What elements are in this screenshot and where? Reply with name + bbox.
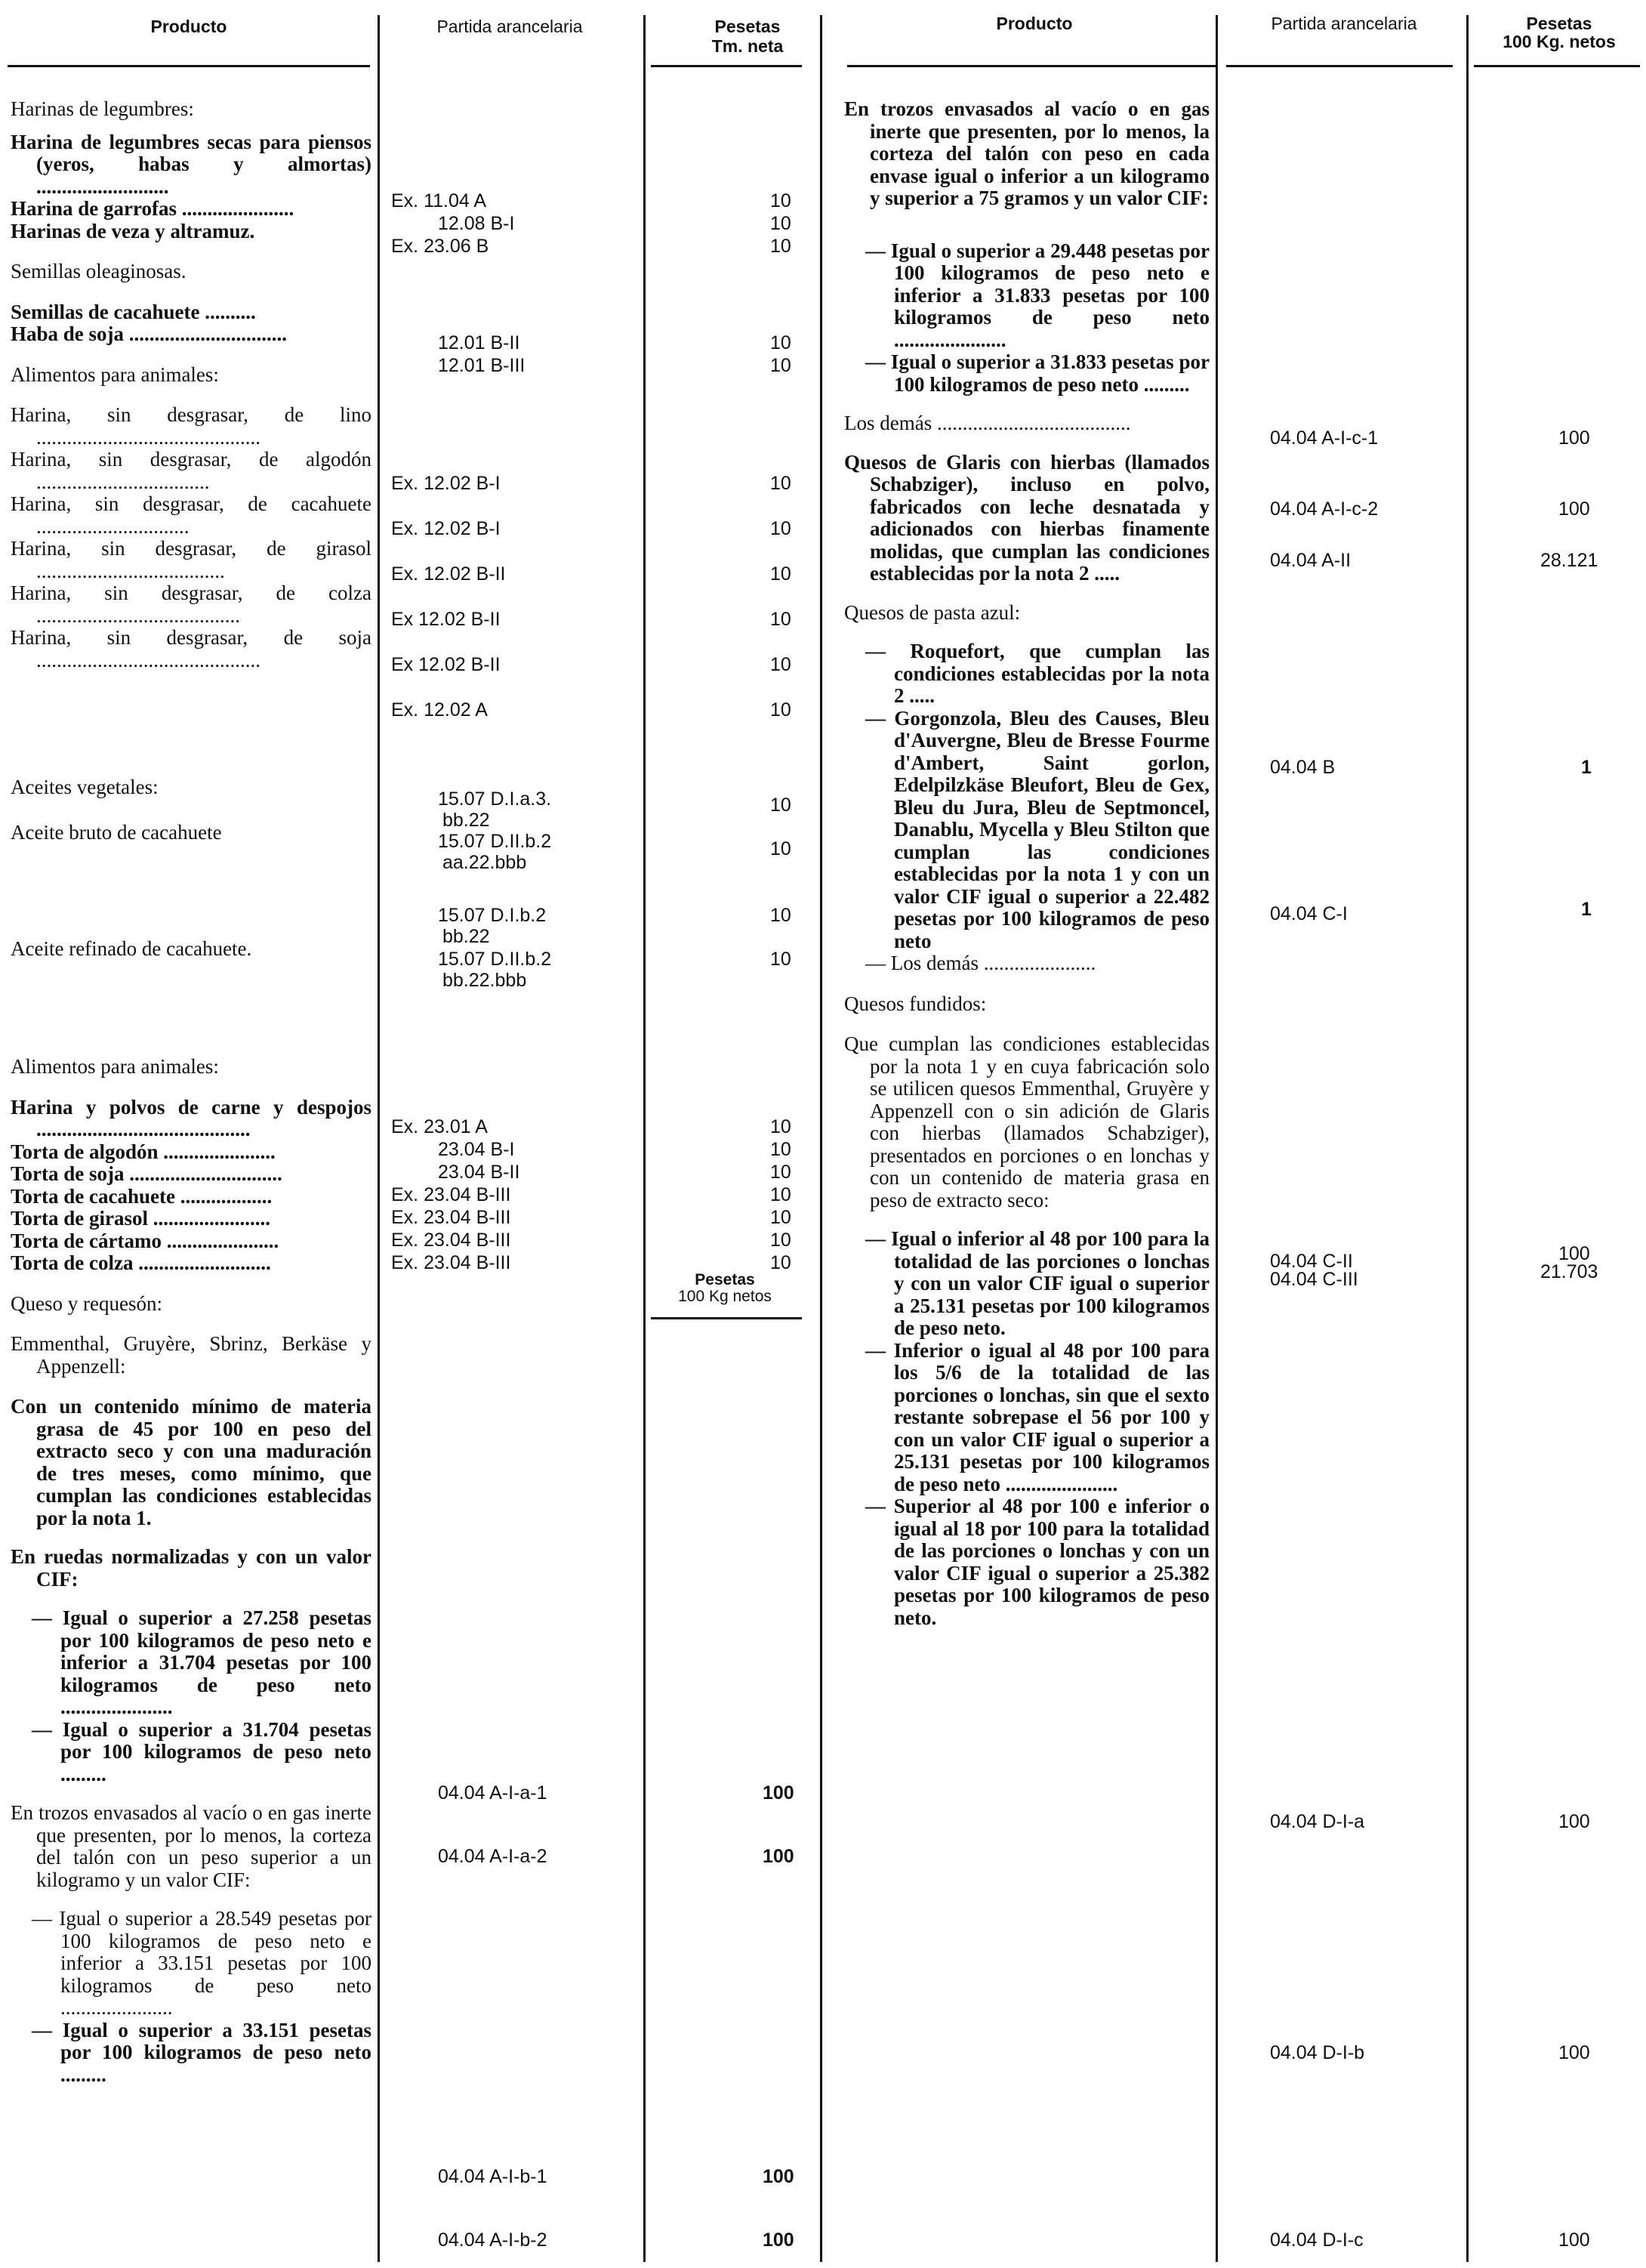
dash-row: — Igual o inferior al 48 por 100 para la totalidad de las porciones o lonchas y con un valor CIF igual o superior a 25.131 pesetas por 100 kilogramos de peso neto. [865, 1227, 1210, 1339]
valor-cell: 10 [770, 1139, 791, 1160]
valor-cell: 100 [763, 1782, 794, 1804]
section-heading: Quesos fundidos: [844, 992, 987, 1015]
valor-cell: 10 [770, 332, 791, 353]
partida-cell: 04.04 C-II [1270, 1251, 1353, 1272]
paragraph: En trozos envasados al vacío o en gas inerte que presenten, por lo menos, la corteza del talón con peso en cada envase igual o inferior a un kilogramo y superior a 75 gramos y un valor CIF: [844, 97, 1210, 209]
valor-cell: 10 [770, 1207, 791, 1228]
product-row: Harina, sin desgrasar, de cacahuete .............................. [11, 492, 371, 538]
header-partida-right: Partida arancelaria [1271, 14, 1417, 33]
partida-cell: Ex. 12.02 B-I [391, 518, 501, 539]
dash-row: — Igual o superior a 33.151 pesetas por 100 kilogramos de peso neto ......... [32, 2018, 371, 2086]
product-row: Torta de algodón ...................... [11, 1140, 276, 1163]
partida-cell: 04.04 D-I-c [1270, 2229, 1364, 2251]
right-product-column [844, 98, 1210, 1629]
product-row: Harina de garrofas ...................... [11, 197, 294, 220]
dash-row: — Igual o superior a 31.704 pesetas por 100 kilogramos de peso neto ......... [32, 1717, 371, 1785]
dash-row: — Igual o superior a 28.549 pesetas por 100 kilogramos de peso neto e inferior a 33.151 pesetas por 100 kilogramos de peso neto ...................... [32, 1907, 371, 2019]
section-heading: Semillas oleaginosas. [11, 260, 186, 282]
header-pesetas-left-1: Pesetas [714, 17, 781, 36]
valor-cell: 10 [770, 699, 791, 721]
dash-row: — Igual o superior a 31.833 pesetas por 100 kilogramos de peso neto ......... [865, 350, 1210, 396]
valor-cell: 10 [770, 473, 791, 494]
product-row: Torta de girasol ....................... [11, 1207, 270, 1230]
partida-cell: Ex. 23.06 B [391, 236, 489, 257]
dash-row: — Gorgonzola, Bleu des Causes, Bleu d'Auvergne, Bleu de Bresse Fourme d'Ambert, Saint gorlon, Edelpilzkäse Bleufort, Bleu de Gex, Bleu du Jura, Bleu de Septmoncel, Danablu, Mycella y Bleu Stilton que cumplan las condiciones establecidas por la nota 1 y con un valor CIF igual o superior a 22.482 pesetas por 100 kilogramos de peso neto [865, 706, 1210, 952]
section-heading: Harinas de legumbres: [11, 97, 194, 120]
partida-cell: 04.04 D-I-a [1270, 1811, 1365, 1832]
subheader-rule [651, 1317, 802, 1319]
column-rule [643, 15, 646, 2262]
product-row: Haba de soja ............................... [11, 322, 288, 345]
partida-cell: 04.04 C-III [1270, 1269, 1358, 1290]
valor-cell: 10 [770, 1184, 791, 1205]
partida-cell: 12.08 B-I [438, 213, 515, 234]
partida-cell: 12.01 B-III [438, 355, 526, 376]
column-rule [378, 15, 380, 2262]
partida-cell: 04.04 A-II [1270, 550, 1352, 571]
partida-cell: 04.04 A-I-c-2 [1270, 498, 1379, 520]
product-row: Aceite bruto de cacahuete [11, 821, 222, 844]
partida-cell: 12.01 B-II [438, 332, 520, 353]
partida-cell: bb.22.bbb [442, 970, 527, 991]
header-partida-left: Partida arancelaria [436, 17, 583, 36]
partida-cell: 15.07 D.I.a.3. [438, 788, 552, 810]
column-rule [1216, 15, 1218, 2262]
valor-cell: 10 [770, 190, 791, 211]
valor-cell: 1 [1581, 757, 1592, 778]
partida-cell: Ex. 23.01 A [391, 1116, 488, 1137]
partida-cell: 15.07 D.I.b.2 [438, 905, 547, 926]
valor-cell: 10 [770, 213, 791, 234]
partida-cell: 04.04 D-I-b [1270, 2042, 1365, 2063]
valor-cell: 10 [770, 1116, 791, 1137]
product-row: Harina, sin desgrasar, de soja ............................................ [11, 626, 371, 671]
valor-cell: 100 [763, 2166, 794, 2187]
product-row: Harina, sin desgrasar, de girasol ..................................... [11, 537, 371, 582]
partida-cell: 04.04 A-I-a-2 [438, 1846, 547, 1867]
header-pesetas-left-2: Tm. neta [711, 36, 784, 56]
header-producto-left: Producto [150, 17, 227, 36]
valor-cell: 100 [763, 1846, 794, 1867]
valor-cell: 10 [770, 949, 791, 970]
section-heading: Alimentos para animales: [11, 363, 219, 386]
dash-row: — Roquefort, que cumplan las condiciones establecidas por la nota 2 ..... [865, 640, 1210, 707]
product-row: Torta de cacahuete .................. [11, 1184, 273, 1208]
product-row: Harina, sin desgrasar, de algodón .................................. [11, 448, 371, 493]
valor-cell: 1 [1581, 899, 1592, 920]
product-row: Torta de cártamo ...................... [11, 1229, 279, 1252]
valor-cell: 21.703 [1540, 1261, 1598, 1282]
partida-cell: 04.04 A-I-c-1 [1270, 427, 1379, 449]
paragraph: En ruedas normalizadas y con un valor CIF: [11, 1545, 371, 1591]
valor-cell: 10 [770, 563, 791, 585]
product-row: Harina de legumbres secas para piensos (yeros, habas y almortas) .......................... [11, 130, 371, 198]
product-row: Harina, sin desgrasar, de colza ........................................ [11, 582, 371, 627]
product-row: Harina y polvos de carne y despojos .......................................... [11, 1095, 371, 1140]
product-row: Torta de colza .......................... [11, 1251, 271, 1274]
valor-cell: 10 [770, 609, 791, 630]
partida-cell: 04.04 A-I-b-2 [438, 2229, 547, 2251]
partida-cell: Ex. 11.04 A [391, 190, 487, 211]
section-heading: Emmenthal, Gruyère, Sbrinz, Berkäse y Appenzell: [11, 1332, 371, 1378]
product-row: Aceite refinado de cacahuete. [11, 937, 252, 960]
header-rule [847, 65, 1217, 67]
partida-cell: bb.22 [442, 810, 490, 831]
partida-cell: aa.22.bbb [442, 852, 527, 873]
valor-cell: 100 [1558, 2042, 1590, 2063]
paragraph: Quesos de Glaris con hierbas (llamados Schabziger), incluso en polvo, fabricados con leche desnatada y adicionados con hierbas finamente molidas, que cumplan las condiciones establecidas por la nota 2 ..... [844, 450, 1210, 585]
valor-cell: 100 [1558, 1243, 1590, 1264]
header-rule [8, 65, 370, 67]
partida-cell: 04.04 B [1270, 757, 1336, 778]
section-heading: Alimentos para animales: [11, 1055, 219, 1078]
partida-cell: 04.04 C-I [1270, 903, 1348, 924]
left-product-column-2 [11, 776, 371, 799]
column-rule [820, 15, 822, 2262]
column-rule [1466, 15, 1469, 2262]
valor-cell: 10 [770, 838, 791, 859]
valor-cell: 10 [770, 518, 791, 539]
product-row: Los demás ...................................... [844, 412, 1131, 434]
valor-cell: 10 [770, 654, 791, 675]
left-product-column-3 [11, 1056, 371, 2086]
dash-row: — Igual o superior a 29.448 pesetas por 100 kilogramos de peso neto e inferior a 31.833 pesetas por 100 kilogramos de peso neto ...................... [865, 239, 1210, 351]
partida-cell: 23.04 B-II [438, 1162, 520, 1183]
dash-row: — Superior al 48 por 100 e inferior o igual al 18 por 100 para la totalidad de las porciones o lonchas y con un valor CIF igual o superior a 25.382 pesetas por 100 kilogramos de peso neto. [865, 1495, 1210, 1629]
partida-cell: Ex. 12.02 B-I [391, 473, 501, 494]
valor-cell: 100 [1558, 1811, 1590, 1832]
header-pesetas-right-2: 100 Kg. netos [1503, 32, 1616, 51]
partida-cell: 15.07 D.II.b.2 [438, 831, 552, 852]
paragraph: En trozos envasados al vacío o en gas inerte que presenten, por lo menos, la corteza del talón con un peso superior a un kilogramo y un valor CIF: [11, 1801, 371, 1891]
partida-cell: Ex. 12.02 B-II [391, 563, 506, 585]
header-rule [1226, 65, 1453, 67]
partida-cell: 04.04 A-I-b-1 [438, 2166, 547, 2187]
valor-cell: 10 [770, 1230, 791, 1251]
partida-cell: 04.04 A-I-a-1 [438, 1782, 547, 1804]
partida-cell: Ex. 23.04 B-III [391, 1252, 511, 1273]
paragraph: Con un contenido mínimo de materia grasa de 45 por 100 en peso del extracto seco y con una maduración de tres meses, como mínimo, que cumplan las condiciones establecidas por la nota 1. [11, 1395, 371, 1529]
product-row: Torta de soja .............................. [11, 1162, 282, 1185]
partida-cell: Ex. 23.04 B-III [391, 1230, 511, 1251]
subheader-pesetas-2: 100 Kg netos [678, 1288, 772, 1305]
valor-cell: 28.121 [1540, 550, 1598, 571]
partida-cell: Ex 12.02 B-II [391, 609, 501, 630]
header-rule [651, 65, 802, 67]
valor-cell: 10 [770, 1252, 791, 1273]
valor-cell: 10 [770, 1162, 791, 1183]
section-heading: Quesos de pasta azul: [844, 600, 1021, 624]
subheader-pesetas-1: Pesetas [695, 1271, 755, 1288]
partida-cell: Ex. 12.02 A [391, 699, 488, 721]
product-row: Harina, sin desgrasar, de lino ............................................ [11, 403, 371, 449]
valor-cell: 100 [1558, 498, 1590, 520]
valor-cell: 100 [1558, 2229, 1590, 2251]
paragraph: Que cumplan las condiciones establecidas por la nota 1 y en cuya fabricación solo se utilicen quesos Emmenthal, Gruyère y Appenzell con o sin adición de Glaris con hierbas (llamados Schabziger), presentados en porciones o en lonchas y con un contenido de materia grasa en peso de extracto seco: [844, 1032, 1210, 1211]
partida-cell: 15.07 D.II.b.2 [438, 949, 552, 970]
left-product-column [11, 98, 371, 671]
header-pesetas-right-1: Pesetas [1526, 14, 1592, 33]
header-rule [1474, 65, 1640, 67]
partida-cell: Ex. 23.04 B-III [391, 1184, 511, 1205]
valor-cell: 100 [763, 2229, 794, 2251]
product-row: Semillas de cacahuete .......... [11, 300, 256, 323]
valor-cell: 10 [770, 236, 791, 257]
dash-row: — Igual o superior a 27.258 pesetas por 100 kilogramos de peso neto e inferior a 31.704 pesetas por 100 kilogramos de peso neto ...................... [32, 1606, 371, 1718]
dash-row: — Inferior o igual al 48 por 100 para los 5/6 de la totalidad de las porciones o lonchas, sin que el sexto restante sobrepase el 56 por 100 y con un valor CIF igual o superior a 25.131 pesetas por 100 kilogramos de peso neto ...................... [865, 1338, 1210, 1495]
dash-row: — Los demás ...................... [865, 952, 1096, 974]
valor-cell: 100 [1558, 427, 1590, 449]
valor-cell: 10 [770, 795, 791, 816]
partida-cell: bb.22 [442, 926, 490, 947]
valor-cell: 10 [770, 905, 791, 926]
partida-cell: 23.04 B-I [438, 1139, 515, 1160]
partida-cell: Ex 12.02 B-II [391, 654, 501, 675]
product-row: Harinas de veza y altramuz. [11, 219, 255, 242]
header-producto-right: Producto [996, 14, 1073, 33]
valor-cell: 10 [770, 355, 791, 376]
section-heading: Queso y requesón: [11, 1291, 162, 1315]
section-heading: Aceites vegetales: [11, 776, 159, 798]
partida-cell: Ex. 23.04 B-III [391, 1207, 511, 1228]
